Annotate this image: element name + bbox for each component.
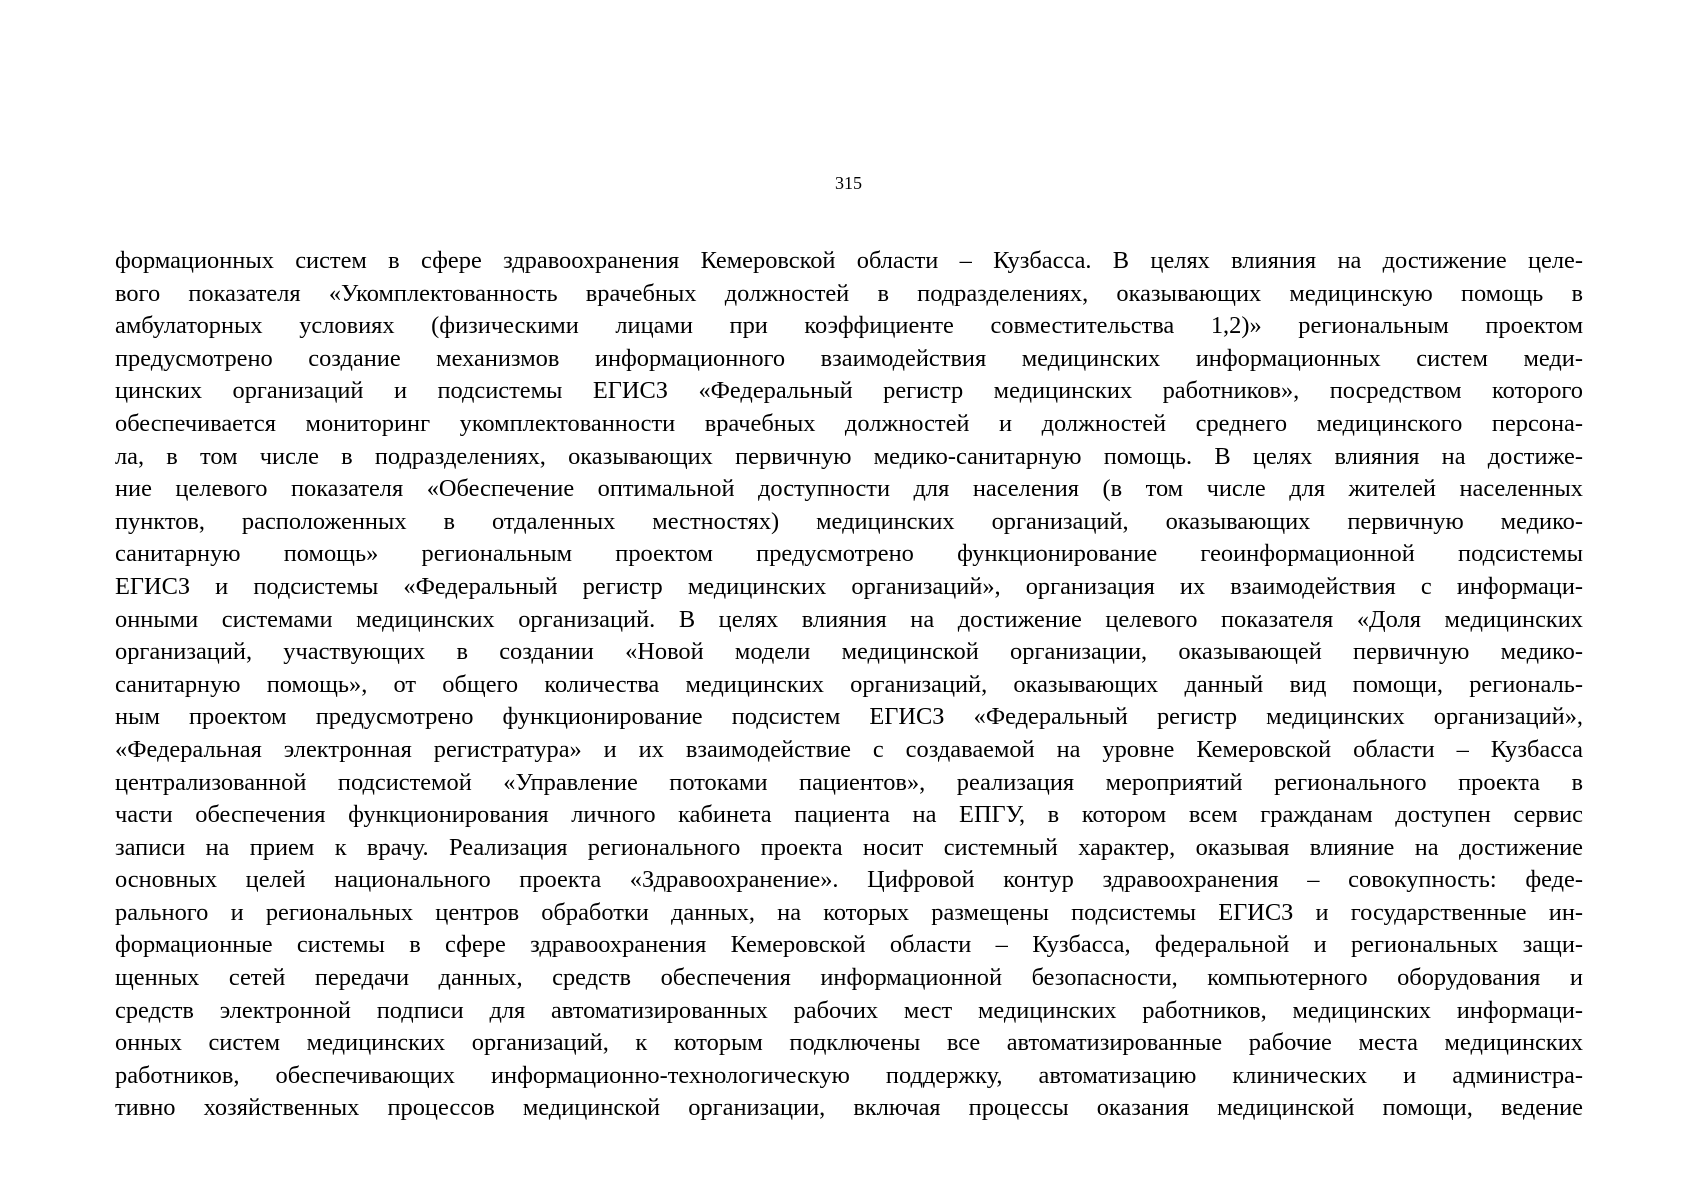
text-line: основных целей национального проекта «Здравоохранение». Цифровой контур здравоохранения – совокупность: феде- [115, 866, 1583, 894]
text-line: обеспечивается мониторинг укомплектованности врачебных должностей и должностей среднего медицинского персона- [115, 409, 1583, 437]
text-line: средств электронной подписи для автоматизированных рабочих мест медицинских работников, медицинских информаци- [115, 996, 1583, 1024]
text-line: санитарную помощь», от общего количества медицинских организаций, оказывающих данный вид помощи, региональ- [115, 670, 1583, 698]
text-line: предусмотрено создание механизмов информационного взаимодействия медицинских информационных систем меди- [115, 344, 1583, 372]
text-line: части обеспечения функционирования личного кабинета пациента на ЕПГУ, в котором всем гражданам доступен сервис [115, 801, 1583, 829]
text-line: тивно хозяйственных процессов медицинской организации, включая процессы оказания медицинской помощи, ведение [115, 1094, 1583, 1122]
text-line: щенных сетей передачи данных, средств обеспечения информационной безопасности, компьютерного оборудования и [115, 964, 1583, 992]
text-line: централизованной подсистемой «Управление потоками пациентов», реализация мероприятий регионального проекта в [115, 768, 1583, 796]
text-line: вого показателя «Укомплектованность врачебных должностей в подразделениях, оказывающих медицинскую помощь в [115, 279, 1583, 307]
text-line: цинских организаций и подсистемы ЕГИСЗ «Федеральный регистр медицинских работников», посредством которого [115, 377, 1583, 405]
text-line: «Федеральная электронная регистратура» и их взаимодействие с создаваемой на уровне Кемеровской области – Кузбасса [115, 735, 1583, 763]
text-line: амбулаторных условиях (физическими лицами при коэффициенте совместительства 1,2)» региональным проектом [115, 312, 1583, 340]
page-number: 315 [835, 173, 862, 193]
text-line: рального и региональных центров обработки данных, на которых размещены подсистемы ЕГИСЗ и государственные ин- [115, 898, 1583, 926]
text-line: ние целевого показателя «Обеспечение оптимальной доступности для населения (в том числе для жителей населенных [115, 475, 1583, 503]
text-line: пунктов, расположенных в отдаленных местностях) медицинских организаций, оказывающих первичную медико- [115, 507, 1583, 535]
text-line: онными системами медицинских организаций. В целях влияния на достижение целевого показателя «Доля медицинских [115, 605, 1583, 633]
text-line: ЕГИСЗ и подсистемы «Федеральный регистр медицинских организаций», организация их взаимодействия с информаци- [115, 572, 1583, 600]
text-line: формационные системы в сфере здравоохранения Кемеровской области – Кузбасса, федеральной и региональных защи- [115, 931, 1583, 959]
text-line: записи на прием к врачу. Реализация регионального проекта носит системный характер, оказывая влияние на достижение [115, 833, 1583, 861]
text-line: ным проектом предусмотрено функционирование подсистем ЕГИСЗ «Федеральный регистр медицинских организаций», [115, 703, 1583, 731]
text-line: онных систем медицинских организаций, к которым подключены все автоматизированные рабочие места медицинских [115, 1029, 1583, 1057]
text-line: санитарную помощь» региональным проектом предусмотрено функционирование геоинформационной подсистемы [115, 540, 1583, 568]
text-line: формационных систем в сфере здравоохранения Кемеровской области – Кузбасса. В целях влияния на достижение целе- [115, 247, 1583, 274]
text-line: ла, в том числе в подразделениях, оказывающих первичную медико-санитарную помощь. В целях влияния на достиже- [115, 442, 1583, 470]
body-text [115, 245, 1583, 1125]
text-line: организаций, участвующих в создании «Новой модели медицинской организации, оказывающей первичную медико- [115, 638, 1583, 666]
text-line: работников, обеспечивающих информационно-технологическую поддержку, автоматизацию клинических и администра- [115, 1061, 1583, 1089]
